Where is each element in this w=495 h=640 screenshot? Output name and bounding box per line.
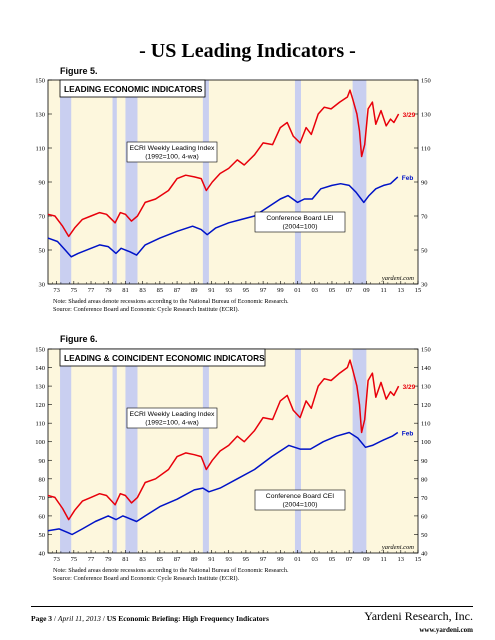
watermark: yardeni.com (381, 275, 414, 282)
ecri-end-label: 3/29 (402, 384, 416, 392)
y-tick-label-right: 120 (421, 402, 431, 410)
y-tick-label-right: 140 (421, 365, 431, 373)
watermark: yardeni.com (381, 544, 414, 551)
y-tick-label-left: 40 (38, 550, 45, 558)
y-tick-label-left: 130 (35, 111, 45, 119)
y-tick-label-right: 110 (421, 145, 431, 153)
x-tick-label: 07 (345, 287, 353, 294)
x-tick-label: 75 (70, 287, 78, 294)
y-tick-label-right: 130 (421, 111, 431, 119)
figure-6-label: Figure 6. (60, 334, 98, 344)
x-tick-label: 95 (242, 287, 250, 294)
y-tick-label-right: 40 (421, 550, 428, 558)
conference-board-series-base: (2004=100) (282, 223, 318, 231)
y-tick-label-right: 90 (421, 457, 428, 465)
y-tick-label-left: 90 (38, 457, 45, 465)
y-tick-label-right: 90 (421, 179, 428, 187)
x-tick-label: 75 (70, 556, 78, 563)
x-tick-label: 91 (208, 556, 215, 563)
chart-5-note-text: Note: Shaded areas denote recessions according to the National Bureau of Economic Research. (53, 298, 289, 305)
x-tick-label: 85 (156, 287, 164, 294)
x-tick-label: 09 (363, 287, 370, 294)
ecri-series-base: (1992=100, 4-wa) (145, 419, 199, 427)
ecri-series-name: ECRI Weekly Leading Index (129, 411, 215, 418)
y-tick-label-left: 70 (38, 213, 45, 221)
footer-rule (31, 606, 473, 607)
figure-5-label: Figure 5. (60, 66, 98, 76)
x-tick-label: 81 (122, 287, 129, 294)
ecri-series-name: ECRI Weekly Leading Index (129, 145, 215, 152)
ecri-end-label: 3/29 (402, 112, 416, 119)
y-tick-label-left: 130 (35, 383, 45, 391)
recession-band (60, 80, 71, 284)
y-tick-label-right: 150 (421, 346, 431, 354)
y-tick-label-right: 30 (421, 281, 428, 289)
x-tick-label: 77 (87, 287, 95, 294)
y-tick-label-right: 150 (421, 77, 431, 85)
recession-band (295, 349, 301, 553)
y-tick-label-left: 90 (38, 179, 45, 187)
x-tick-label: 99 (277, 556, 284, 563)
y-tick-label-left: 150 (35, 77, 45, 85)
recession-band (125, 349, 137, 553)
x-tick-label: 13 (397, 287, 405, 294)
x-tick-label: 99 (277, 287, 284, 294)
footer-url: www.yardeni.com (419, 626, 473, 634)
chart-leading-coincident-indicators (35, 347, 431, 564)
y-tick-label-left: 70 (38, 494, 45, 502)
chart-5-note (53, 298, 289, 313)
x-tick-label: 05 (328, 287, 336, 294)
x-tick-label: 11 (380, 556, 387, 563)
conference-board-series-name: Conference Board LEI (266, 215, 334, 222)
ecri-series-base: (1992=100, 4-wa) (145, 153, 199, 161)
y-tick-label-right: 60 (421, 513, 428, 521)
y-tick-label-left: 110 (35, 420, 45, 428)
x-tick-label: 87 (173, 556, 181, 563)
y-tick-label-left: 150 (35, 346, 45, 354)
chart-leading-economic-indicators (35, 78, 431, 295)
x-tick-label: 93 (225, 556, 232, 563)
x-tick-label: 07 (345, 556, 353, 563)
recession-band (203, 349, 209, 553)
y-tick-label-right: 70 (421, 213, 428, 221)
chart-6-note-text: Note: Shaded areas denote recessions according to the National Bureau of Economic Research. (53, 567, 289, 574)
x-tick-label: 05 (328, 556, 336, 563)
recession-band (113, 349, 117, 553)
x-tick-label: 01 (294, 287, 301, 294)
x-tick-label: 77 (87, 556, 95, 563)
y-tick-label-right: 50 (421, 247, 428, 255)
x-tick-label: 87 (173, 287, 181, 294)
footer-page: Page 3 (31, 614, 53, 623)
x-tick-label: 81 (122, 556, 129, 563)
footer-citation: Page 3 / April 11, 2013 / US Economic Briefing: High Frequency Indicators (31, 614, 269, 623)
x-tick-label: 91 (208, 287, 215, 294)
x-tick-label: 97 (259, 287, 267, 294)
footer-report: US Economic Briefing: High Frequency Indicators (106, 614, 269, 623)
recession-band (295, 80, 301, 284)
y-tick-label-left: 120 (35, 402, 45, 410)
x-tick-label: 79 (104, 556, 112, 563)
footer-brand: Yardeni Research, Inc. (364, 609, 473, 623)
x-tick-label: 93 (225, 287, 232, 294)
footer-date: April 11, 2013 (57, 614, 101, 623)
y-tick-label-left: 100 (35, 439, 45, 447)
x-tick-label: 73 (53, 287, 60, 294)
recession-band (353, 80, 367, 284)
x-tick-label: 83 (139, 556, 146, 563)
y-tick-label-right: 50 (421, 531, 428, 539)
x-tick-label: 01 (294, 556, 301, 563)
x-tick-label: 03 (311, 287, 318, 294)
x-tick-label: 89 (191, 287, 198, 294)
chart-title: LEADING & COINCIDENT ECONOMIC INDICATORS (64, 353, 265, 363)
x-tick-label: 09 (363, 556, 370, 563)
y-tick-label-left: 30 (38, 281, 45, 289)
x-tick-label: 15 (414, 556, 422, 563)
conference-board-series-base: (2004=100) (282, 501, 318, 509)
conference-board-end-label: Feb (401, 430, 414, 438)
y-tick-label-right: 130 (421, 383, 431, 391)
recession-band (203, 80, 209, 284)
page-title: - US Leading Indicators - (139, 40, 356, 62)
x-tick-label: 15 (414, 287, 422, 294)
y-tick-label-right: 80 (421, 476, 428, 484)
chart-title: LEADING ECONOMIC INDICATORS (64, 84, 203, 94)
chart-6-note (53, 567, 289, 582)
x-tick-label: 89 (191, 556, 198, 563)
y-tick-label-left: 50 (38, 247, 45, 255)
conference-board-series-name: Conference Board CEI (265, 493, 335, 500)
x-tick-label: 95 (242, 556, 250, 563)
x-tick-label: 13 (397, 556, 405, 563)
x-tick-label: 79 (104, 287, 112, 294)
x-tick-label: 03 (311, 556, 318, 563)
x-tick-label: 83 (139, 287, 146, 294)
x-tick-label: 97 (259, 556, 267, 563)
y-tick-label-right: 100 (421, 439, 431, 447)
y-tick-label-left: 60 (38, 513, 45, 521)
y-tick-label-left: 80 (38, 476, 45, 484)
chart-6-source-text: Source: Conference Board and Economic Cycle Research Institute (ECRI). (53, 574, 240, 582)
y-tick-label-left: 140 (35, 365, 45, 373)
y-tick-label-left: 110 (35, 145, 45, 153)
y-tick-label-right: 110 (421, 420, 431, 428)
x-tick-label: 73 (53, 556, 60, 563)
y-tick-label-left: 50 (38, 531, 45, 539)
recession-band (60, 349, 71, 553)
y-tick-label-right: 70 (421, 494, 428, 502)
chart-5-source-text: Source: Conference Board and Economic Cycle Research Institute (ECRI). (53, 305, 240, 313)
x-tick-label: 85 (156, 556, 164, 563)
x-tick-label: 11 (380, 287, 387, 294)
conference-board-end-label: Feb (401, 174, 414, 182)
